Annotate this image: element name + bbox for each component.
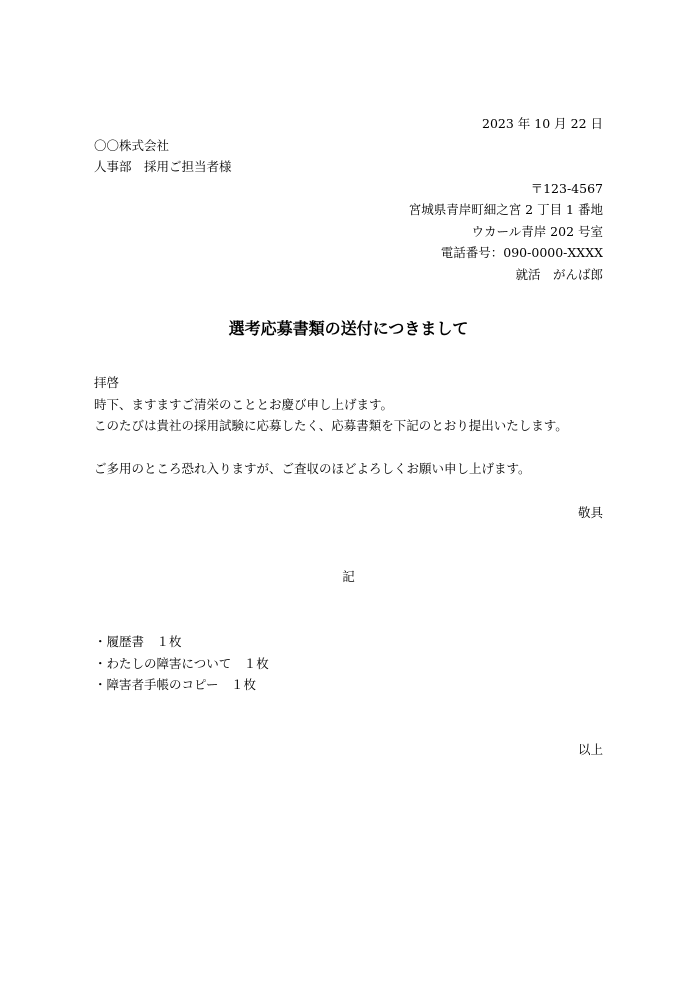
sender-phone: 電話番号：090-0000-XXXX	[440, 245, 603, 260]
body-line-1: 時下、ますますご清栄のこととお慶び申し上げます。	[94, 397, 394, 412]
closing-salutation: 敬具	[577, 505, 603, 520]
letter-title: 選考応募書類の送付につきまして	[228, 319, 469, 338]
opening-salutation: 拝啓	[94, 375, 120, 390]
recipient-department: 人事部 採用ご担当者様	[94, 159, 232, 174]
end-marker: 以上	[577, 742, 603, 757]
sender-postal-code: 〒123-4567	[530, 181, 603, 196]
enclosure-item: ・履歴書 １枚	[94, 634, 182, 649]
sender-address-line1: 宮城県青岸町細之宮 2 丁目 1 番地	[408, 202, 603, 217]
ki-heading: 記	[342, 569, 355, 584]
sender-name: 就活 がんば郎	[515, 267, 603, 282]
body-line-3: ご多用のところ恐れ入りますが、ご査収のほどよろしくお願い申し上げます。	[94, 461, 531, 476]
enclosure-item: ・わたしの障害について １枚	[94, 656, 269, 671]
body-line-2: このたびは貴社の採用試験に応募したく、応募書類を下記のとおり提出いたします。	[94, 418, 568, 433]
enclosure-item: ・障害者手帳のコピー １枚	[94, 677, 257, 692]
letter-date: 2023 年 10 月 22 日	[482, 116, 603, 131]
recipient-company: 〇〇株式会社	[94, 138, 170, 153]
sender-address-line2: ウカール青岸 202 号室	[471, 224, 603, 239]
